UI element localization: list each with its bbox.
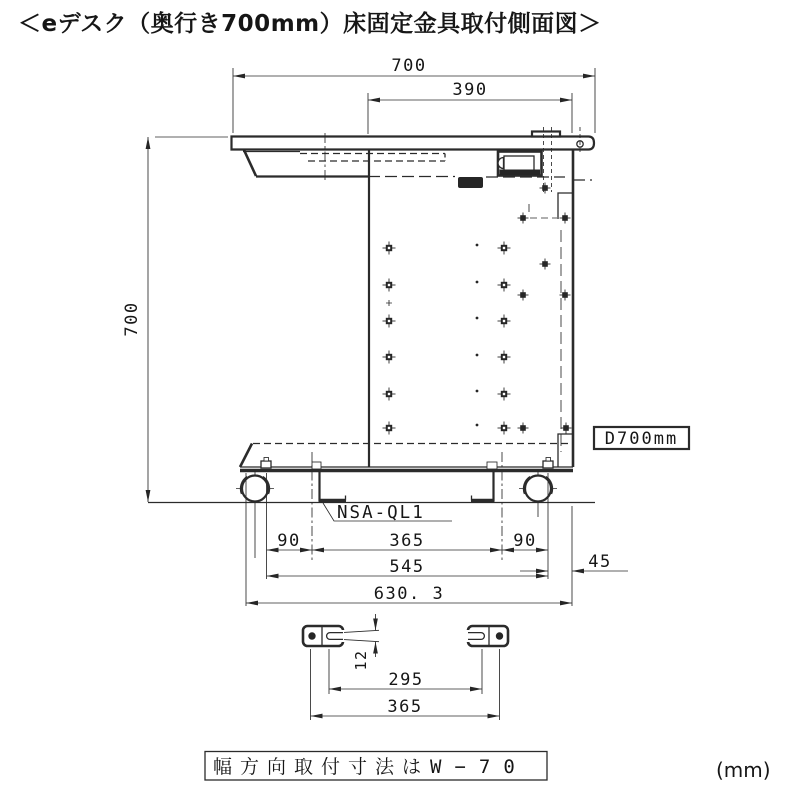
top-dimensions	[233, 56, 595, 134]
panel-hole-icon	[498, 315, 511, 328]
cable-clip	[458, 177, 483, 188]
panel-hole-icon	[498, 279, 511, 292]
dim-top-leg-span: 390	[452, 80, 488, 100]
page-title: ＜eデスク（奥行き700mm）床固定金具取付側面図＞	[18, 11, 602, 37]
panel-hole-icon	[498, 242, 511, 255]
panel-hole-icon	[383, 279, 396, 292]
screw-icon	[540, 183, 551, 194]
screw-icon	[518, 213, 529, 224]
panel-hole-icon	[383, 315, 396, 328]
tabletop-surface	[232, 137, 595, 150]
tabletop	[232, 127, 595, 152]
bracket-model-label	[323, 503, 452, 523]
dim-side-height: 700	[122, 301, 142, 337]
panel-hole-icon	[498, 422, 511, 435]
depth-tag	[594, 427, 689, 449]
depth-tag-text: D700mm	[604, 429, 679, 449]
dim-rear-overhang: 45	[588, 552, 612, 572]
bracket-model-text: NSA-QL1	[337, 503, 425, 523]
unit-label: (mm)	[716, 758, 771, 782]
dim-base-overall: 630. 3	[373, 584, 445, 604]
bracket-top-view	[303, 614, 508, 720]
panel-hole-icon	[383, 351, 396, 364]
panel-hole-icon	[498, 351, 511, 364]
width-note-text: 幅方向取付寸法は	[213, 756, 430, 778]
height-dimension	[122, 137, 228, 502]
panel-hole-icon	[383, 388, 396, 401]
dim-bracket-span: 365	[389, 531, 425, 551]
front-caster	[236, 469, 274, 558]
dim-front-offset: 90	[277, 531, 301, 551]
panel-holes	[383, 242, 511, 435]
screw-icon	[561, 423, 572, 434]
caster-stem	[543, 461, 553, 468]
bracket-plate-rear	[466, 626, 509, 646]
panel-hole-icon	[383, 242, 396, 255]
leg-panel	[369, 150, 573, 468]
screw-icon	[518, 290, 529, 301]
caster-stem	[261, 461, 271, 468]
dim-top-overall: 700	[391, 56, 427, 76]
panel-hole-icon	[498, 388, 511, 401]
rear-caster	[519, 469, 557, 517]
bracket-plate-front	[303, 626, 346, 646]
base-beam	[240, 444, 573, 471]
dim-plate-outer-span: 365	[387, 697, 423, 717]
screw-icon	[518, 423, 529, 434]
dim-caster-span: 545	[389, 557, 425, 577]
dim-slot-width: 12	[352, 649, 370, 671]
dim-rear-offset: 90	[513, 531, 537, 551]
bracket-hole	[308, 632, 315, 639]
bottom-dimensions	[246, 473, 628, 606]
bracket-hole	[496, 632, 503, 639]
width-note-box	[205, 752, 547, 781]
width-note-value: W−70	[430, 756, 528, 778]
screw-icon	[560, 213, 571, 224]
clamp-top-tab	[532, 132, 560, 137]
dim-plate-hole-span: 295	[388, 670, 424, 690]
caster-wheel	[525, 476, 551, 502]
panel-hole-icon	[383, 422, 396, 435]
fixing-screws	[518, 183, 572, 434]
screw-icon	[540, 259, 551, 270]
